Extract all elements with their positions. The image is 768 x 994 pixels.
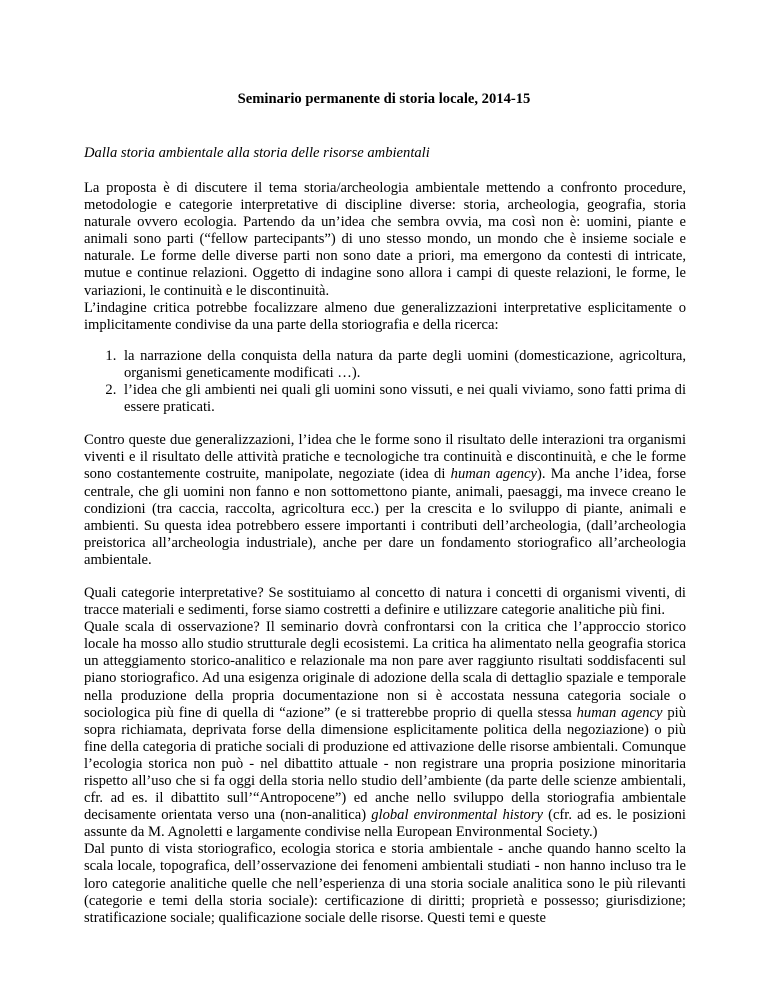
paragraph-categories: Quali categorie interpretative? Se sostituiamo al concetto di natura i concetti di organismi viventi, di tracce materiali e sedimenti, forse siamo costretti a definire e utilizzare categorie analitiche più fini. <box>84 584 686 619</box>
text-run: più sopra richiamata, deprivata forse della dimensione esplicitamente politica della negoziazione) o più fine della categoria di pratiche sociali di produzione ed attivazione delle risorse ambientali. Comunque l’ecologia storica non può - nel dibattito attuale - non registrare una propria posizione minoritaria rispetto all’uso che si fa oggi della storia nello studio dell’ambiente (da parte delle scienze ambientali, cfr. ad es. il dibattito sull’“Antropocene”) ed anche nello sviluppo della storiografia ambientale decisamente orientata verso una (non-analitica) <box>84 704 686 824</box>
emphasis-text: human agency <box>450 466 537 483</box>
text-run: (cfr. ad es. le posizioni assunte da M. Agnoletti e largamente condivise nella European Environmental Society.) <box>84 807 686 841</box>
paragraph-historiography: Dal punto di vista storiografico, ecologia storica e storia ambientale - anche quando hanno scelto la scala locale, topografica, dell’osservazione dei fenomeni ambientali studiati - non hanno incluso tra le loro categorie analitiche quelle che nell’esperienza di una storia sociale analitica sono le più rilevanti (categorie e temi della storia sociale): certificazione di diritti; proprietà e possesso; giurisdizione; stratificazione sociale; qualificazione sociale delle risorse. Questi temi e queste <box>84 841 686 926</box>
paragraph-critical-inquiry: L’indagine critica potrebbe focalizzare almeno due generalizzazioni interpretative esplicitamente o implicitamente condivise da una parte della storiografia e della ricerca: <box>84 299 686 333</box>
text-run: Quale scala di osservazione? Il seminario dovrà confrontarsi con la critica che l’approccio storico locale ha mosso allo studio strutturale degli ecosistemi. La critica ha alimentato nella geografia storica un atteggiamento storico-analitico e relazionale ma non pare aver raggiunto risultati soddisfacenti sul piano storiografico. Ad una esigenza originale di adozione della scala di dettaglio spaziale e temporale nella produzione della propria documentazione non si è accostata nessuna categoria sociale o sociologica più fine di quella di “azione” (e si tratterebbe proprio di quella stessa <box>84 619 686 721</box>
paragraph-scale <box>84 619 686 841</box>
paragraph-intro: La proposta è di discutere il tema storia/archeologia ambientale mettendo a confronto procedure, metodologie e categorie interpretative di discipline diverse: storia, archeologia, geografia, storia naturale ovvero ecologia. Partendo da un’idea che sembra ovvia, ma così non è: uomini, piante e animali sono parti (“fellow partecipants”) di uno stesso mondo, un mondo che è insieme sociale e naturale. Le forme delle diverse parti non sono date a priori, ma emergono da contesti di intricate, mutue e continue relazioni. Oggetto di indagine sono allora i campi di queste relazioni, le forme, le variazioni, le continuità e le discontinuità. <box>84 180 686 299</box>
text-run: ). Ma anche l’idea, forse centrale, che gli uomini non fanno e non sottomettono piante, animali, paesaggi, ma invece creano le condizioni (tra caccia, raccolta, agricoltura ecc.) per la crescita e lo sviluppo di piante, animali e ambienti. Su questa idea potrebbero essere importanti i contributi dell’archeologia, (dall’archeologia preistorica all’archeologia industriale), anche per dare un fondamento storiografico all’archeologia ambientale. <box>84 466 686 568</box>
document-subtitle: Dalla storia ambientale alla storia delle risorse ambientali <box>84 145 430 161</box>
document-body <box>84 180 686 927</box>
document-title: Seminario permanente di storia locale, 2014-15 <box>237 91 531 107</box>
text-run: Contro queste due generalizzazioni, l’idea che le forme sono il risultato delle interazioni tra organismi viventi e il risultato delle attività pratiche e tecnologiche tra continuità e discontinuità, e che le forme sono costantemente costruite, manipolate, negoziate (idea di <box>84 432 686 483</box>
generalizations-list <box>84 348 686 416</box>
list-item: 1. la narrazione della conquista della natura da parte degli uomini (domesticazione, agricoltura, organismi geneticamente modificati …). <box>120 348 686 382</box>
emphasis-text: human agency <box>576 704 663 721</box>
emphasis-text: global environmental history <box>371 807 543 824</box>
paragraph-counterpoint <box>84 432 686 569</box>
list-item: 2. l’idea che gli ambienti nei quali gli uomini sono vissuti, e nei quali viviamo, sono fatti prima di essere praticati. <box>120 382 686 416</box>
